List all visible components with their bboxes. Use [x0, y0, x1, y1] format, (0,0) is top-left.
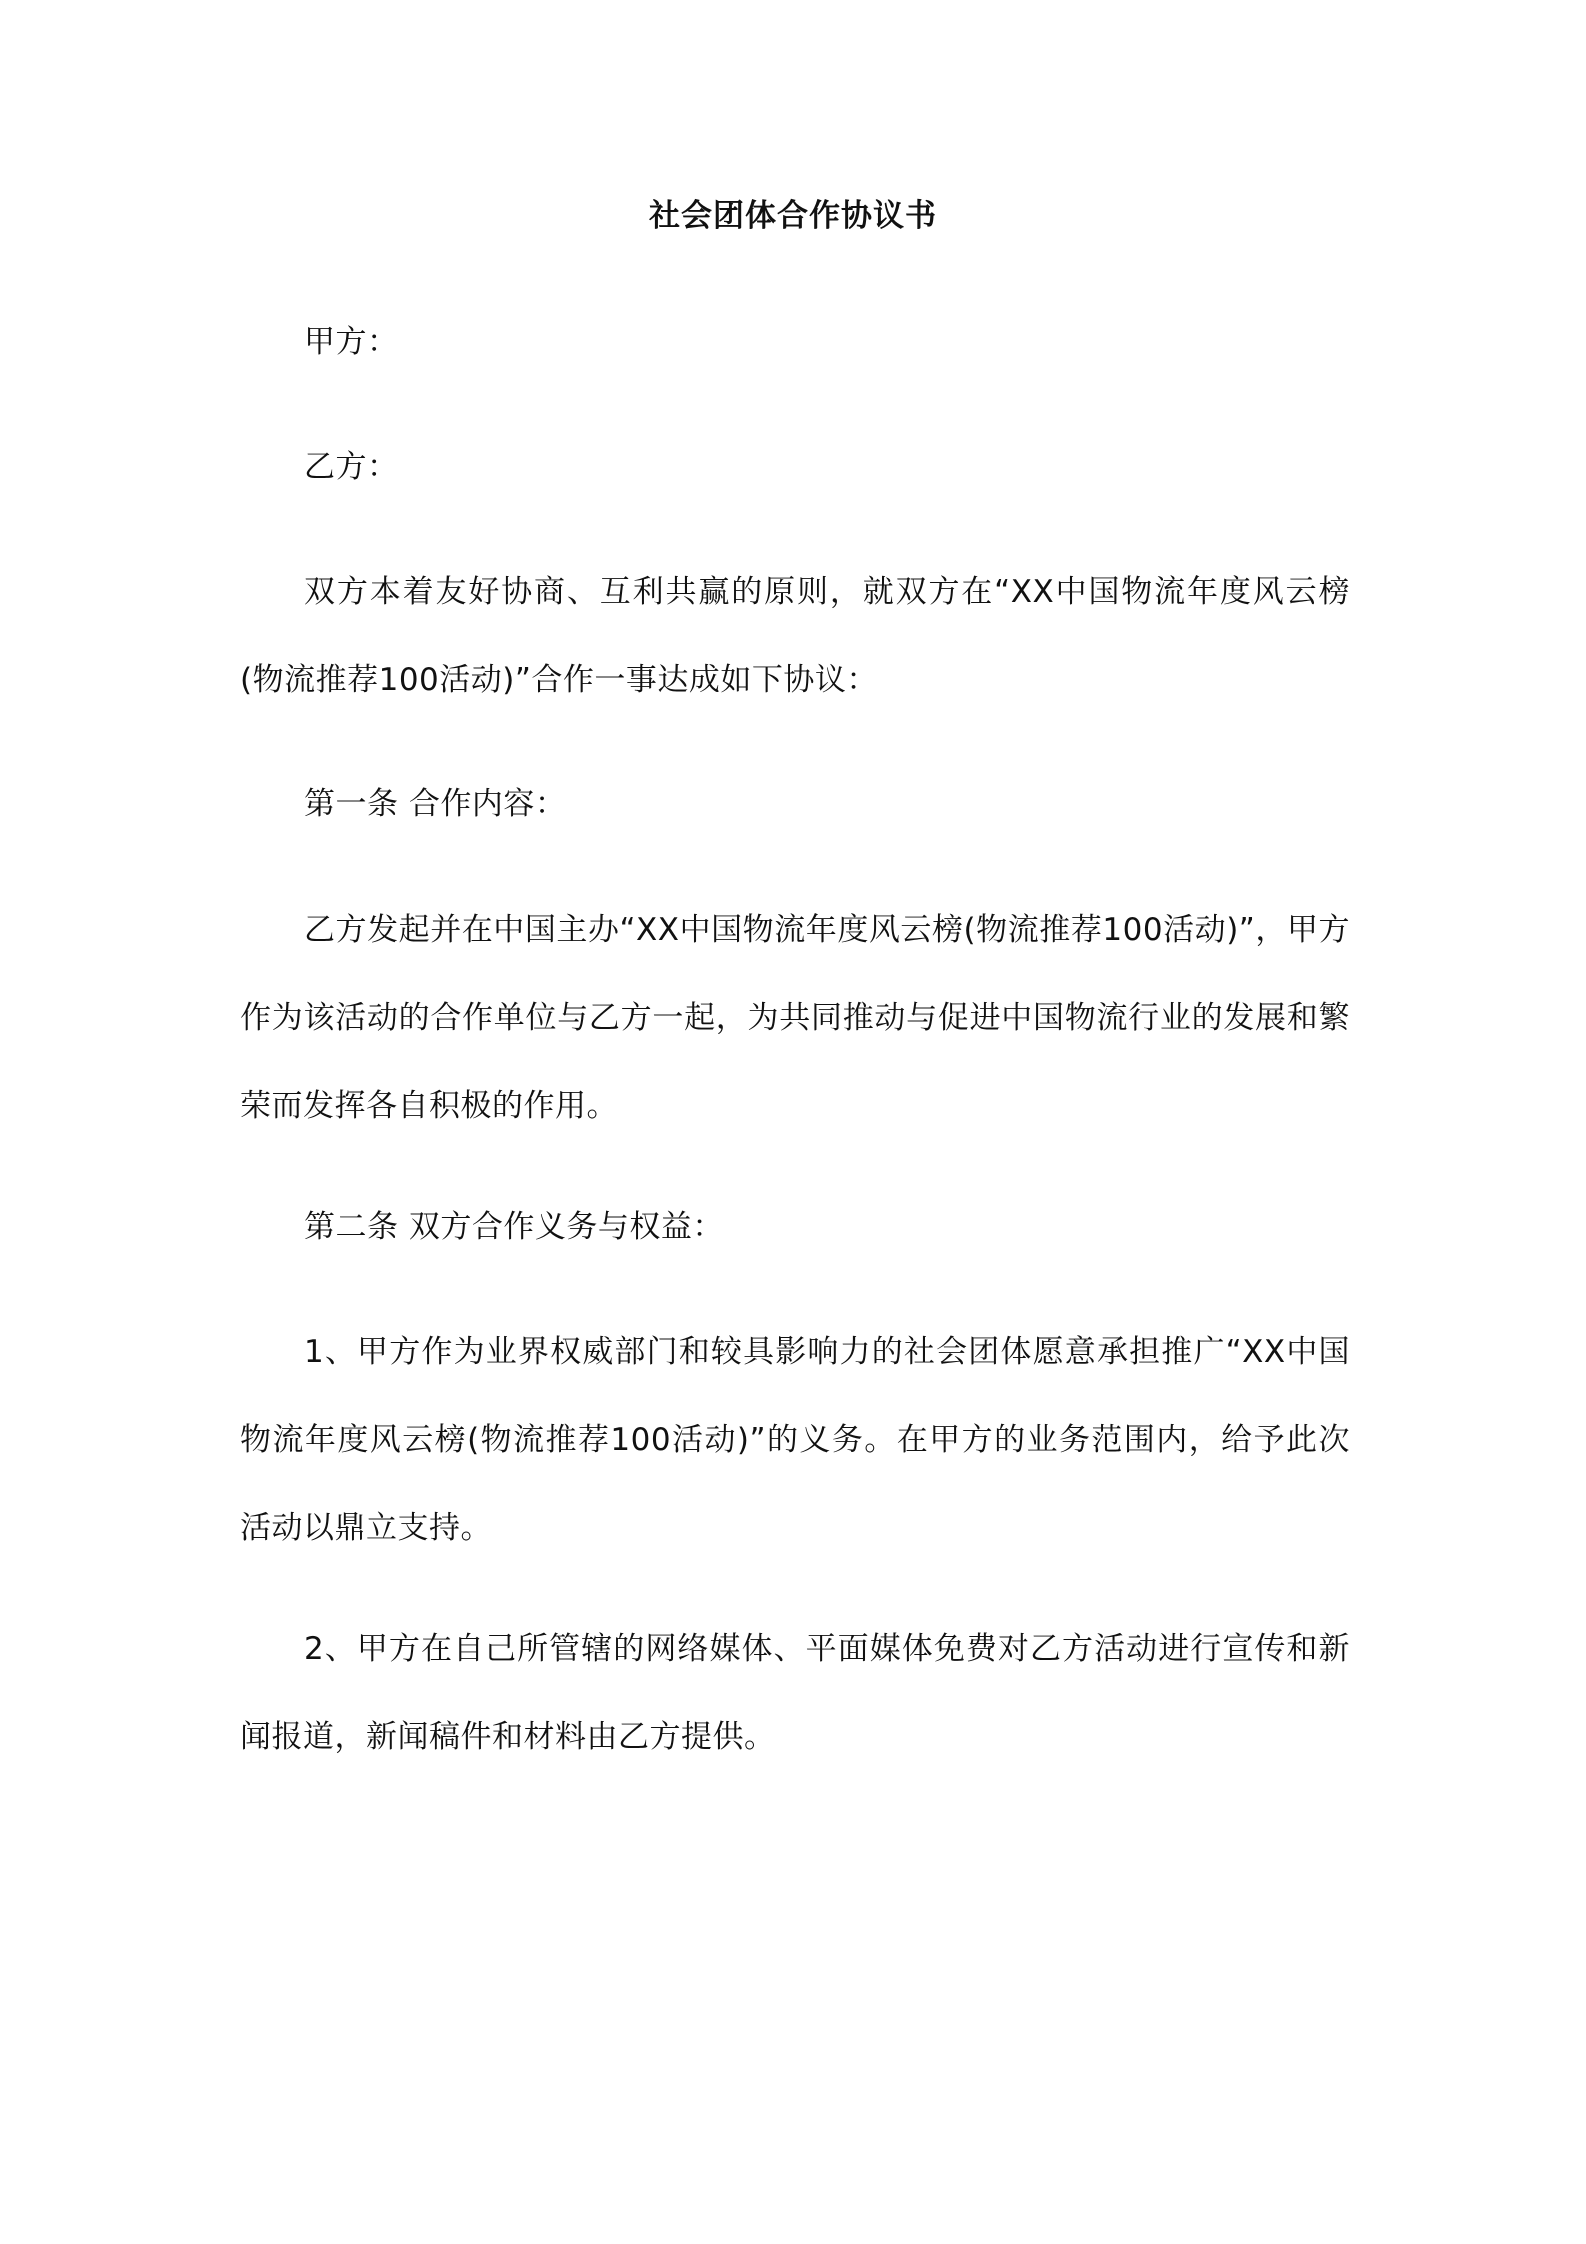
document-title: 社会团体合作协议书: [649, 198, 937, 234]
article-2-heading: 第二条 双方合作义务与权益：: [304, 1209, 724, 1245]
article-1-heading: 第一条 合作内容：: [304, 786, 567, 822]
article-1-body: 乙方发起并在中国主办“XX中国物流年度风云榜(物流推荐100活动)”，甲方作为该活动的合作单位与乙方一起，为共同推动与促进中国物流行业的发展和繁荣而发挥各自积极的作用。: [240, 912, 1350, 1124]
article-2-item-1: 1、甲方作为业界权威部门和较具影响力的社会团体愿意承担推广“XX中国物流年度风云榜(物流推荐100活动)”的义务。在甲方的业务范围内，给予此次活动以鼎立支持。: [240, 1334, 1350, 1546]
article-2-item-2: 2、甲方在自己所管辖的网络媒体、平面媒体免费对乙方活动进行宣传和新闻报道，新闻稿件和材料由乙方提供。: [240, 1631, 1350, 1755]
party-a-label: 甲方：: [304, 324, 399, 360]
party-b-label: 乙方：: [304, 449, 399, 485]
intro-paragraph: 双方本着友好协商、互利共赢的原则，就双方在“XX中国物流年度风云榜(物流推荐100活动)”合作一事达成如下协议：: [240, 574, 1350, 698]
